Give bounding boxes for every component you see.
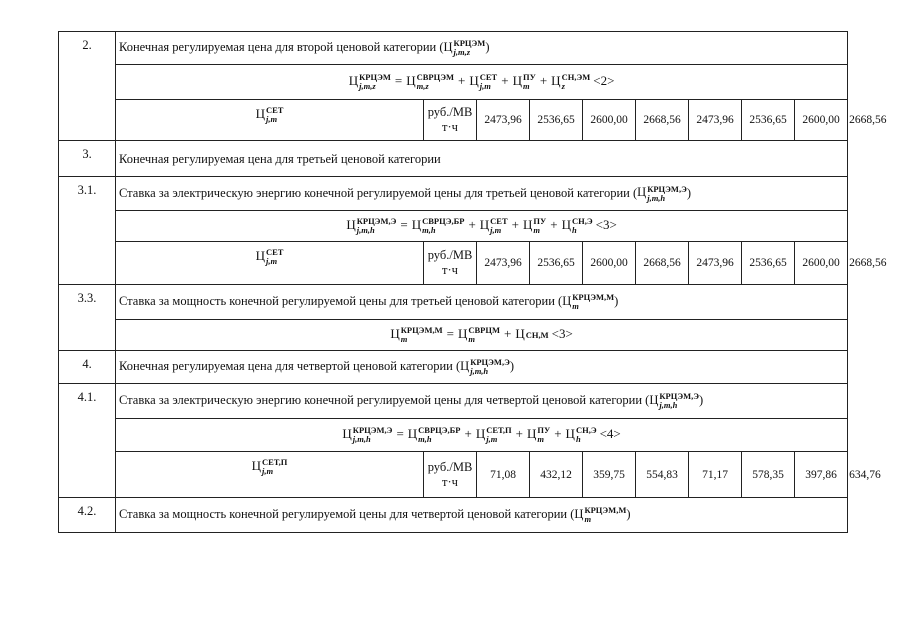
title-symbol — [637, 183, 687, 203]
value-cell: 2536,65 — [742, 100, 795, 141]
value-symbol — [116, 100, 424, 141]
symbol-scripts — [480, 73, 497, 91]
section-title: Ставка за мощность конечной регулируемой цены для четвертой ценовой категории (Ц КРЦЭМ,М m ) — [116, 498, 848, 533]
symbol-base: Ц — [406, 72, 416, 88]
symbol-base: Ц — [251, 457, 261, 473]
symbol-superscript: СЕТ,П — [486, 425, 512, 435]
symbol-subscript: m,z — [416, 81, 429, 91]
plus-sign: + — [539, 72, 548, 88]
symbol-subscript: j,m — [486, 434, 498, 444]
symbol-base: Ц — [443, 39, 453, 54]
formula-term — [551, 72, 591, 91]
value-cell: 397,86 — [795, 452, 848, 498]
value-cell: 2536,65 — [530, 100, 583, 141]
title-symbol — [574, 505, 627, 524]
symbol-subscript: m — [533, 225, 541, 235]
formula — [116, 419, 848, 452]
plus-sign: + — [511, 216, 519, 232]
symbol-base: Ц — [348, 72, 359, 88]
formula — [116, 65, 848, 100]
symbol-superscript: КРЦЭМ — [453, 38, 486, 48]
plus-sign: + — [554, 425, 562, 441]
symbol-subscript: j,m — [265, 256, 278, 266]
symbol-superscript: КРЦЭМ — [359, 72, 391, 82]
symbol-scripts — [576, 426, 597, 444]
formula-term — [469, 72, 498, 91]
symbol-subscript: j,m — [490, 225, 502, 235]
section-number: 4. — [59, 351, 116, 384]
symbol-scripts — [659, 392, 699, 410]
symbol-superscript: СЕТ — [479, 72, 498, 82]
symbol-base: Ц — [475, 425, 486, 441]
value-cell: 2473,96 — [689, 100, 742, 141]
unit-line2: т·ч — [442, 120, 458, 134]
formula-reference: <4> — [599, 425, 621, 441]
symbol-scripts — [401, 326, 443, 344]
symbol-scripts — [266, 248, 283, 266]
section-row — [59, 177, 848, 211]
symbol-base: Ц — [390, 325, 400, 341]
symbol-superscript: КРЦЭМ,М — [400, 325, 443, 335]
title-symbol — [649, 391, 700, 410]
formula-row — [59, 419, 848, 452]
symbol-superscript: СВРЦЭМ — [416, 72, 455, 82]
unit-line2: т·ч — [442, 263, 458, 277]
plus-sign: + — [458, 72, 466, 88]
symbol-scripts — [584, 506, 626, 524]
symbol-subscript: j,m — [265, 114, 278, 124]
symbol-base: Ц — [411, 216, 422, 232]
section-row — [59, 351, 848, 384]
equals-sign: = — [446, 325, 454, 341]
symbol-subscript: j,m,h — [659, 400, 678, 410]
formula-term — [475, 425, 512, 444]
section-row — [59, 32, 848, 65]
symbol-subscript: m — [584, 514, 592, 524]
symbol-superscript: СВРЦМ — [468, 325, 500, 335]
symbol-scripts — [572, 217, 593, 235]
section-row — [59, 141, 848, 177]
formula-term — [565, 425, 597, 444]
symbol-superscript: ПУ — [533, 216, 547, 226]
formula-lhs — [346, 216, 397, 235]
symbol-superscript: СВРЦЭ,БР — [422, 216, 465, 226]
symbol-base: Ц — [574, 506, 584, 521]
value-cell: 2536,65 — [742, 242, 795, 285]
symbol-superscript: СЕТ — [265, 105, 284, 115]
symbol-subscript: m — [522, 81, 530, 91]
section-row — [59, 285, 848, 320]
unit-label — [424, 100, 477, 141]
section-row — [59, 384, 848, 419]
symbol-base: Ц — [460, 358, 470, 373]
value-cell: 71,17 — [689, 452, 742, 498]
symbol-base: Ц — [457, 325, 468, 341]
symbol-subscript: j,m,z — [359, 81, 376, 91]
title-symbol — [562, 292, 615, 311]
equals-sign: = — [396, 425, 404, 441]
formula-term — [526, 425, 551, 444]
formula-lhs — [342, 425, 393, 444]
symbol-subscript: j,m,h — [352, 434, 371, 444]
section-title: Ставка за электрическую энергию конечной регулируемой цены для четвертой ценовой категории (Ц КРЦЭМ,Э j,m,h ) — [116, 384, 848, 419]
formula-term — [407, 425, 461, 444]
symbol-scripts — [537, 426, 550, 444]
value-cell: 2536,65 — [530, 242, 583, 285]
value-cell: 578,35 — [742, 452, 795, 498]
symbol-subscript: j,m,z — [453, 47, 471, 57]
formula-lhs — [348, 72, 391, 91]
formula-term — [523, 216, 547, 235]
formula-term — [479, 216, 508, 235]
formula — [116, 211, 848, 242]
section-title-text: Конечная регулируемая цена для четвертой ценовой категории — [119, 358, 453, 373]
title-symbol — [443, 38, 486, 57]
symbol-base: Ц — [551, 72, 561, 88]
symbol-superscript: КРЦЭМ,Э — [352, 425, 393, 435]
symbol-scripts — [647, 185, 687, 203]
value-cell: 2473,96 — [477, 100, 530, 141]
symbol-superscript: КРЦЭМ,М — [584, 505, 627, 515]
symbol-scripts — [454, 39, 486, 57]
formula-reference: <2> — [593, 72, 615, 88]
plus-sign: + — [468, 216, 476, 232]
unit-line1: руб./МВ — [427, 105, 473, 119]
symbol-subscript: h — [571, 225, 577, 235]
value-row: Ц СЕТ,П j,m руб./МВ т·ч 71,08 432,12 359,75 554,83 71,17 578,35 397,86 634,76 — [59, 452, 848, 498]
value-cell: 2668,56 — [636, 100, 689, 141]
section-title-text: Конечная регулируемая цена для второй ценовой категории — [119, 39, 437, 54]
section-title-text: Ставка за мощность конечной регулируемой цены для третьей ценовой категории — [119, 293, 555, 308]
value-cell: 2473,96 — [477, 242, 530, 285]
tariff-table — [58, 31, 887, 533]
symbol-scripts — [470, 358, 510, 376]
symbol-base: Ц — [562, 293, 572, 308]
symbol-superscript: СН,Э — [571, 216, 593, 226]
section-title-text: Ставка за электрическую энергию конечной регулируемой цены для третьей ценовой категории — [119, 185, 630, 200]
symbol-superscript: СВРЦЭ,БР — [418, 425, 461, 435]
value-row: Ц СЕТ j,m руб./МВ т·ч 2473,96 2536,65 2600,00 2668,56 2473,96 2536,65 2600,00 2668,56 — [59, 242, 848, 285]
value-symbol — [116, 452, 424, 498]
symbol-scripts — [490, 217, 507, 235]
symbol-superscript: СЕТ — [490, 216, 508, 226]
value-cell: 2600,00 — [583, 242, 636, 285]
symbol-superscript: ПУ — [537, 425, 551, 435]
value-symbol-text — [255, 105, 284, 124]
symbol-scripts — [533, 217, 546, 235]
value-cell: 554,83 — [636, 452, 689, 498]
section-title: Конечная регулируемая цена для четвертой ценовой категории (Ц КРЦЭМ,Э j,m,h ) — [116, 351, 848, 384]
value-cell: 2600,00 — [795, 100, 848, 141]
equals-sign: = — [400, 216, 408, 232]
formula-term — [515, 326, 548, 341]
equals-sign: = — [394, 72, 403, 88]
symbol-superscript: КРЦЭМ,Э — [659, 391, 700, 401]
symbol-subscript: j,m — [262, 466, 274, 476]
symbol-scripts — [417, 73, 454, 91]
symbol-base: Ц — [346, 216, 356, 232]
value-cell: 2600,00 — [795, 242, 848, 285]
formula-row — [59, 211, 848, 242]
value-cell: 2473,96 — [689, 242, 742, 285]
section-number: 4.2. — [59, 498, 116, 533]
symbol-base: Ц — [255, 247, 265, 263]
symbol-scripts — [262, 458, 287, 476]
title-symbol — [460, 357, 510, 376]
section-title-text: Конечная регулируемая цена для третьей ценовой категории — [119, 151, 441, 166]
symbol-scripts — [572, 293, 614, 311]
unit-line1: руб./МВ — [427, 248, 473, 262]
unit-label — [424, 242, 477, 285]
value-cell: 2668,56 — [636, 242, 689, 285]
value-cell: 71,08 — [477, 452, 530, 498]
formula-lhs — [390, 325, 443, 344]
symbol-base: Ц — [255, 105, 265, 121]
symbol-base: Ц — [342, 425, 352, 441]
symbol-subscript: m — [572, 301, 579, 311]
symbol-subscript: j,m,h — [470, 366, 489, 376]
symbol-scripts — [353, 426, 393, 444]
plus-sign: + — [464, 425, 472, 441]
symbol-superscript: КРЦЭМ,Э — [356, 216, 397, 226]
symbol-superscript: СН,ЭМ — [561, 72, 591, 82]
formula-term — [457, 325, 500, 344]
symbol-base: Ц — [523, 216, 533, 232]
value-symbol-text — [255, 247, 284, 266]
plus-sign: + — [550, 216, 558, 232]
symbol-superscript: ПУ — [522, 72, 536, 82]
plus-sign: + — [501, 72, 509, 88]
symbol-base: Ц — [637, 185, 647, 200]
unit-line1: руб./МВ — [427, 459, 473, 474]
formula-term — [406, 72, 455, 91]
symbol-scripts — [418, 426, 460, 444]
symbol-scripts — [266, 106, 283, 124]
symbol-base: Ц — [512, 72, 522, 88]
unit-label — [424, 452, 477, 498]
value-row: Ц СЕТ j,m руб./МВ т·ч 2473,96 2536,65 2600,00 2668,56 2473,96 2536,65 2600,00 2668,56 — [59, 100, 848, 141]
symbol-subscript: j,m,h — [356, 225, 375, 235]
unit-line2: т·ч — [442, 474, 458, 489]
formula-row — [59, 65, 848, 100]
symbol-subscript: z — [561, 81, 565, 91]
symbol-base: Ц — [526, 425, 537, 441]
symbol-scripts — [357, 217, 397, 235]
section-title-text: Ставка за мощность конечной регулируемой цены для четвертой ценовой категории — [119, 506, 568, 521]
symbol-base: Ц — [565, 425, 575, 441]
symbol-subscript: j,m — [479, 81, 491, 91]
symbol-superscript: КРЦЭМ,Э — [647, 183, 687, 194]
symbol-base: Ц — [649, 392, 659, 407]
formula-reference: <3> — [551, 325, 573, 341]
symbol-scripts — [486, 426, 511, 444]
formula-term — [411, 216, 465, 235]
symbol-scripts — [468, 326, 500, 344]
value-symbol-text — [251, 457, 288, 476]
symbol-scripts — [523, 73, 536, 91]
symbol-superscript: СН,М — [525, 329, 549, 340]
section-number: 3. — [59, 141, 116, 177]
section-row — [59, 498, 848, 533]
symbol-subscript: m,h — [418, 434, 432, 444]
symbol-subscript: m — [537, 434, 544, 444]
plus-sign: + — [515, 425, 523, 441]
symbol-scripts — [562, 73, 591, 91]
formula-reference: <3> — [595, 216, 617, 232]
value-symbol — [116, 242, 424, 285]
section-title — [116, 141, 848, 177]
symbol-superscript: КРЦЭМ,М — [572, 292, 615, 302]
section-number: 4.1. — [59, 384, 116, 498]
symbol-superscript: СЕТ,П — [262, 457, 288, 467]
symbol-scripts — [422, 217, 464, 235]
symbol-superscript: СЕТ — [265, 247, 284, 257]
plus-sign: + — [504, 325, 512, 341]
symbol-subscript: m — [400, 334, 408, 344]
section-number: 2. — [59, 32, 116, 141]
symbol-superscript: КРЦЭМ,Э — [470, 357, 510, 367]
symbol-superscript: СН,Э — [575, 425, 597, 435]
section-title-text: Ставка за электрическую энергию конечной регулируемой цены для четвертой ценовой категории — [119, 392, 643, 407]
formula — [116, 320, 848, 351]
symbol-scripts — [359, 73, 391, 91]
section-title: Конечная регулируемая цена для второй ценовой категории (Ц КРЦЭМ j,m,z ) — [116, 32, 848, 65]
value-cell: 432,12 — [530, 452, 583, 498]
section-title: Ставка за электрическую энергию конечной регулируемой цены для третьей ценовой категории (Ц КРЦЭМ,Э j,m,h ) — [116, 177, 848, 211]
symbol-base: Ц — [469, 72, 479, 88]
symbol-subscript: j,m,h — [647, 192, 666, 203]
section-title: Ставка за мощность конечной регулируемой цены для третьей ценовой категории (Ц КРЦЭМ,М m ) — [116, 285, 848, 320]
formula-row — [59, 320, 848, 351]
formula-term — [561, 216, 593, 235]
section-number: 3.1. — [59, 177, 116, 285]
symbol-subscript: h — [575, 434, 581, 444]
formula-term — [512, 72, 536, 91]
symbol-subscript: m,h — [422, 225, 436, 235]
value-cell: 359,75 — [583, 452, 636, 498]
symbol-base: Ц — [515, 325, 525, 341]
symbol-scripts — [526, 331, 549, 340]
symbol-base: Ц — [479, 216, 490, 232]
symbol-base: Ц — [407, 425, 418, 441]
symbol-subscript: m — [468, 334, 475, 344]
section-number: 3.3. — [59, 285, 116, 351]
symbol-base: Ц — [561, 216, 571, 232]
value-cell: 2600,00 — [583, 100, 636, 141]
